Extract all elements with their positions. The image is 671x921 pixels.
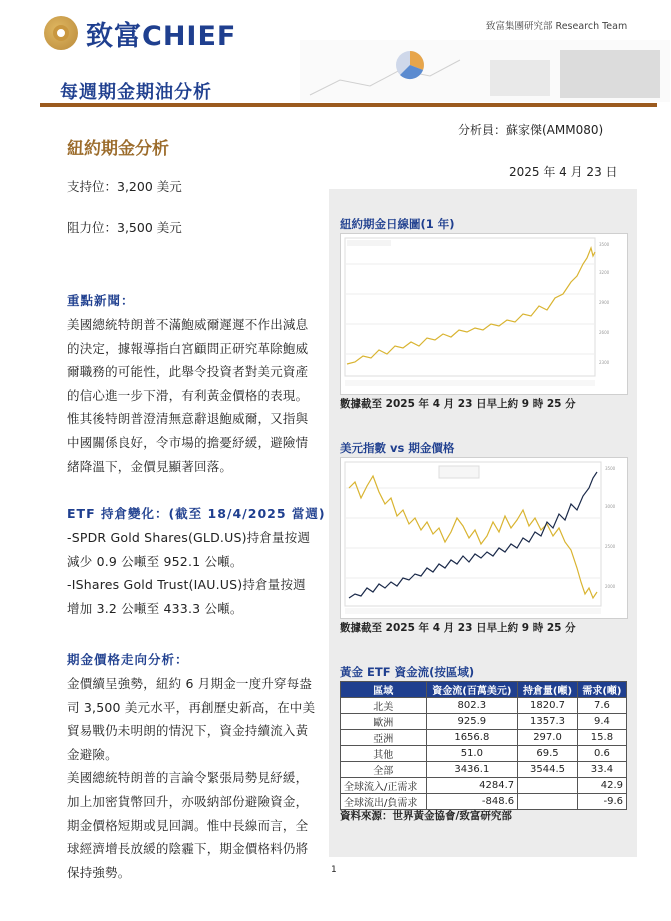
table-cell: 69.5 [518, 746, 578, 762]
svg-text:3500: 3500 [599, 242, 610, 247]
news-line: 的信心進一步下滑，有利黃金價格的表現。 [67, 387, 309, 403]
table-cell: 925.9 [426, 714, 518, 730]
table-cell: 其他 [341, 746, 427, 762]
news-line: 爾職務的可能性，此舉令投資者對美元資產 [67, 364, 309, 380]
etf-line: -SPDR Gold Shares(GLD.US)持倉量按週 [67, 530, 311, 545]
table-row [341, 778, 627, 794]
news-line: 惟其後特朗普澄清無意辭退鮑威爾，又指與 [67, 411, 309, 427]
outlook-line: 司 3,500 美元水平，再創歷史新高，在中美 [67, 699, 316, 715]
source-note: 資料來源：世界黃金協會/致富研究部 [340, 810, 512, 822]
etf-paragraph [67, 526, 310, 620]
resistance-level: 阻力位：3,500 美元 [67, 220, 182, 235]
svg-text:2900: 2900 [599, 300, 610, 305]
outlook-line: 金避險。 [67, 746, 118, 762]
outlook-line: 保持強勢。 [67, 864, 131, 880]
table-cell: 歐洲 [341, 714, 427, 730]
table-header-cell: 持倉量(噸) [518, 682, 578, 698]
table-cell: 9.4 [577, 714, 626, 730]
table-row [341, 746, 627, 762]
table-cell [518, 778, 578, 794]
page-number: 1 [331, 865, 337, 875]
table-cell: -9.6 [577, 794, 626, 810]
news-line: 的決定，據報導指白宮顧問正研究革除鮑威 [67, 340, 309, 356]
etf-heading: ETF 持倉變化：(截至 18/4/2025 當週) [67, 506, 326, 521]
outlook-heading: 期金價格走向分析： [67, 652, 189, 667]
analyst-name: 分析員：蘇家傑(AMM080) [458, 123, 604, 137]
outlook-line: 美國總統特朗普的言論令緊張局勢見紓緩， [67, 770, 309, 786]
chart2-caption: 數據截至 2025 年 4 月 23 日早上約 9 時 25 分 [340, 622, 576, 634]
table-cell: 42.9 [577, 778, 626, 794]
report-date: 2025 年 4 月 23 日 [509, 165, 618, 179]
table-cell: 297.0 [518, 730, 578, 746]
table-cell: 33.4 [577, 762, 626, 778]
svg-text:3500: 3500 [605, 466, 616, 471]
table-cell: 1357.3 [518, 714, 578, 730]
table-cell: 15.8 [577, 730, 626, 746]
table-cell: 全球流出/負需求 [341, 794, 427, 810]
svg-text:3200: 3200 [599, 270, 610, 275]
header-decoration-graphic [300, 40, 670, 102]
table-cell: -848.6 [426, 794, 518, 810]
table-cell: 7.6 [577, 698, 626, 714]
company-logo-text: 致富CHIEF [86, 21, 237, 52]
outlook-paragraph [67, 672, 315, 884]
news-heading: 重點新聞： [67, 293, 135, 308]
news-paragraph [67, 313, 308, 478]
support-level: 支持位：3,200 美元 [67, 179, 182, 194]
table-row [341, 698, 627, 714]
svg-text:2500: 2500 [605, 544, 616, 549]
table-cell: 3544.5 [518, 762, 578, 778]
research-team-label: 致富集團研究部 Research Team [486, 21, 628, 32]
table-header-cell: 區域 [341, 682, 427, 698]
table-cell: 51.0 [426, 746, 518, 762]
news-line: 中國關係良好，令市場的擔憂紓緩，避險情 [67, 434, 309, 450]
svg-text:2300: 2300 [599, 360, 610, 365]
etf-flow-table [340, 681, 627, 810]
table-header-cell: 資金流(百萬美元) [426, 682, 518, 698]
etf-line: 增加 3.2 公噸至 433.3 公噸。 [67, 600, 243, 616]
table-row [341, 762, 627, 778]
chart1-title: 紐約期金日線圖(1 年) [340, 217, 455, 231]
table-cell: 北美 [341, 698, 427, 714]
etf-flow-table-title: 黃金 ETF 資金流(按區域) [340, 665, 475, 679]
outlook-line: 球經濟增長放緩的陰霾下，期金價格料仍將 [67, 841, 309, 857]
outlook-line: 貿易戰仍未明朗的情況下，資金持續流入黃 [67, 723, 309, 739]
title-divider [40, 103, 657, 107]
dxy-vs-gold-chart [340, 457, 628, 619]
news-line: 美國總統特朗普不滿鮑威爾遲遲不作出減息 [67, 317, 309, 332]
etf-line: 減少 0.9 公噸至 952.1 公噸。 [67, 553, 243, 569]
table-row [341, 730, 627, 746]
table-cell: 1820.7 [518, 698, 578, 714]
table-row [341, 714, 627, 730]
svg-text:2000: 2000 [605, 584, 616, 589]
svg-text:3000: 3000 [605, 504, 616, 509]
svg-text:2600: 2600 [599, 330, 610, 335]
table-header-row [341, 682, 627, 698]
table-cell: 亞洲 [341, 730, 427, 746]
report-title: 每週期金期油分析 [60, 82, 212, 103]
table-cell [518, 794, 578, 810]
etf-line: -IShares Gold Trust(IAU.US)持倉量按週 [67, 577, 306, 593]
section-title: 紐約期金分析 [67, 139, 169, 159]
table-cell: 4284.7 [426, 778, 518, 794]
table-cell: 全球流入/正需求 [341, 778, 427, 794]
table-cell: 802.3 [426, 698, 518, 714]
news-line: 緒降溫下，金價見顯著回落。 [67, 458, 233, 474]
table-cell: 1656.8 [426, 730, 518, 746]
chart2-title: 美元指數 vs 期金價格 [340, 441, 455, 455]
table-cell: 3436.1 [426, 762, 518, 778]
outlook-line: 加上加密貨幣回升，亦吸納部份避險資金， [67, 793, 309, 809]
gold-daily-chart [340, 233, 628, 395]
logo-icon [44, 16, 78, 50]
table-cell: 0.6 [577, 746, 626, 762]
table-header-cell: 需求(噸) [577, 682, 626, 698]
chart1-caption: 數據截至 2025 年 4 月 23 日早上約 9 時 25 分 [340, 398, 576, 410]
outlook-line: 期金價格短期或見回調。惟中長線而言，全 [67, 817, 309, 833]
outlook-line: 金價續呈強勢，紐約 6 月期金一度升穿每盎 [67, 676, 313, 691]
table-cell: 全部 [341, 762, 427, 778]
